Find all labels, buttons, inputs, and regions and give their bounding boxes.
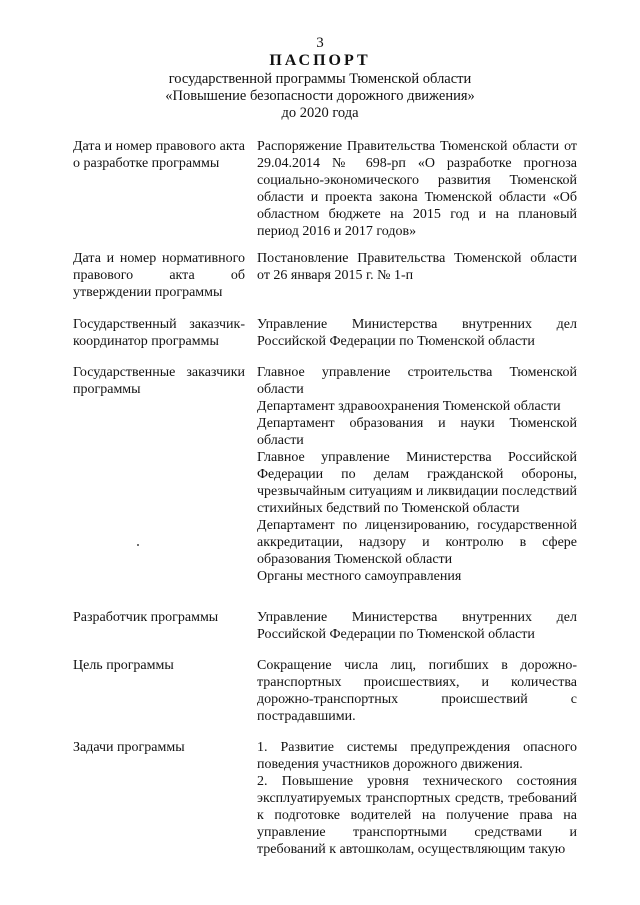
document-header bbox=[0, 51, 640, 122]
program-line-3: до 2020 года bbox=[281, 105, 359, 121]
row-value: Постановление Правительства Тюменской области от 26 января 2015 г. № 1-п bbox=[257, 251, 577, 283]
customer-item: Департамент по лицензированию, государственной аккредитации, надзору и контролю в сфере образования Тюменской области bbox=[257, 518, 577, 567]
row-value: Управление Министерства внутренних дел Российской Федерации по Тюменской области bbox=[257, 610, 577, 642]
task-item: 1. Развитие системы предупреждения опасного поведения участников дорожного движения. bbox=[257, 740, 577, 772]
program-line-2: «Повышение безопасности дорожного движения» bbox=[165, 88, 475, 104]
row-label: Дата и номер правового акта о разработке программы bbox=[73, 139, 245, 171]
task-item: 2. Повышение уровня технического состояния эксплуатируемых транспортных средств, требований к подготовке водителей на получение права на управление транспортными средствами и требований к автошколам, осуществляющим такую bbox=[257, 774, 577, 857]
row-label: Дата и номер нормативного правового акта об утверждении программы bbox=[73, 251, 245, 300]
page-number: 3 bbox=[316, 35, 324, 51]
row-label: Задачи программы bbox=[73, 740, 185, 755]
row-label: Цель программы bbox=[73, 658, 174, 673]
customer-item: Органы местного самоуправления bbox=[257, 569, 462, 584]
row-label: Разработчик программы bbox=[73, 610, 219, 625]
row-value: Сокращение числа лиц, погибших в дорожно-транспортных происшествиях, и количества дорожно-транспортных происшествий с пострадавшими. bbox=[257, 658, 577, 724]
customer-item: Главное управление Министерства Российской Федерации по делам гражданской обороны, чрезвычайным ситуациям и ликвидации последствий стихийных бедствий по Тюменской области bbox=[257, 450, 577, 516]
program-line-1: государственной программы Тюменской области bbox=[168, 71, 472, 87]
customer-item: Департамент образования и науки Тюменской области bbox=[257, 416, 577, 448]
customer-item: Главное управление строительства Тюменской области bbox=[257, 365, 577, 397]
customer-item: Департамент здравоохранения Тюменской области bbox=[257, 399, 561, 414]
row-value-list bbox=[257, 364, 577, 585]
scan-speck bbox=[137, 544, 139, 546]
document-title: ПАСПОРТ bbox=[269, 52, 371, 69]
row-value: Управление Министерства внутренних дел Российской Федерации по Тюменской области bbox=[257, 317, 577, 349]
row-label: Государственные заказчики программы bbox=[73, 365, 245, 397]
row-label: Государственный заказчик-координатор программы bbox=[73, 317, 245, 349]
row-value-list bbox=[257, 739, 577, 858]
row-value: Распоряжение Правительства Тюменской области от 29.04.2014 № 698-рп «О разработке прогноза социально-экономического развития Тюменской области и проекта закона Тюменской области «Об областном бюджете на 2015 год и на плановый период 2016 и 2017 годов» bbox=[257, 139, 577, 239]
